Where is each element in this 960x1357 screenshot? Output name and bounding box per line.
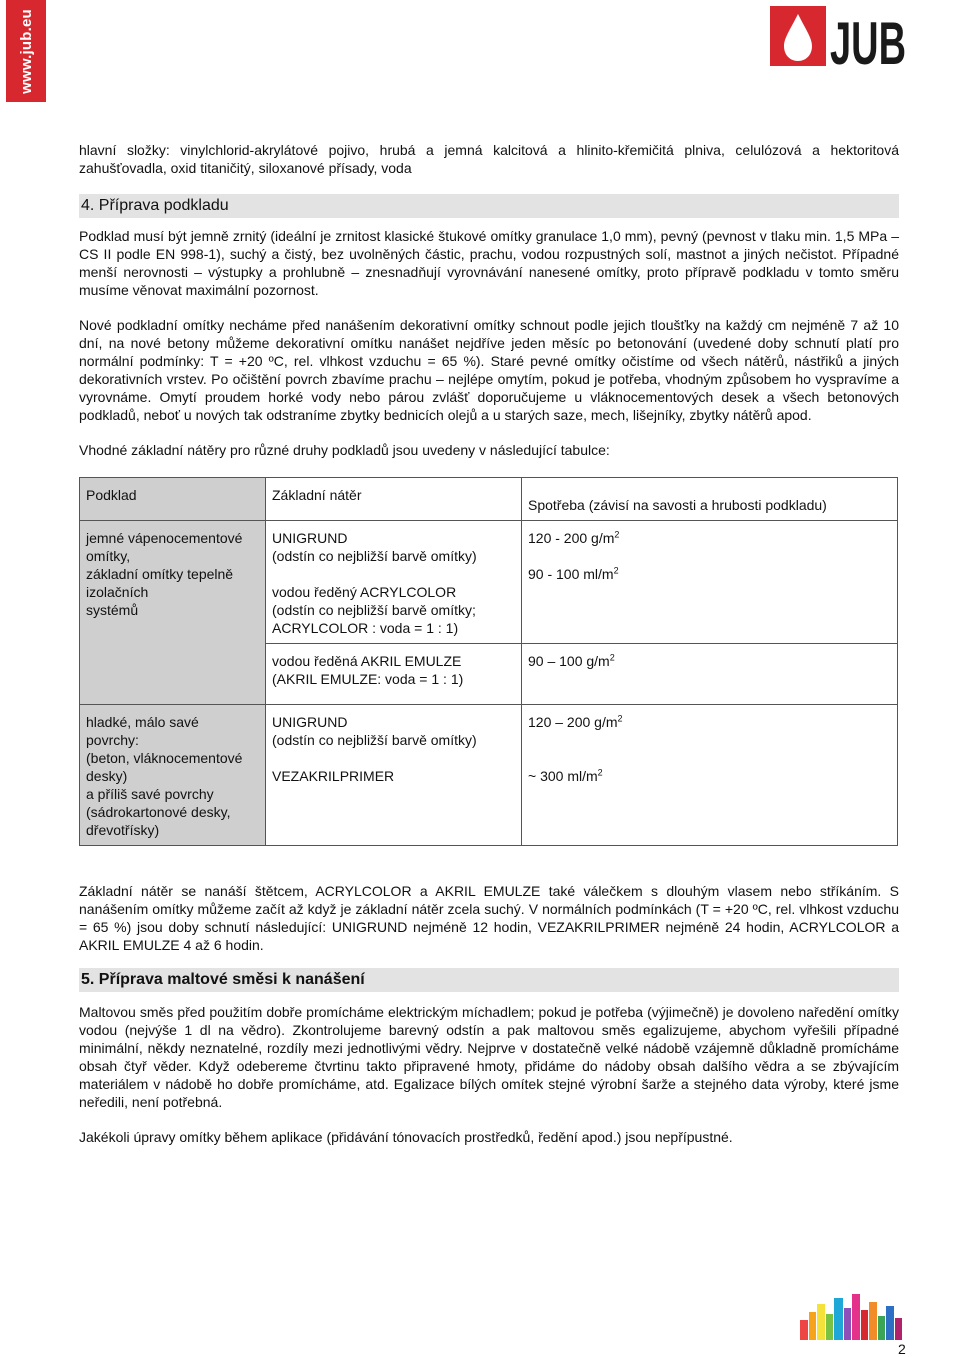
- primer-note: (odstín co nejbližší barvě omítky): [272, 548, 477, 564]
- substrate-cell-smooth-surfaces: [80, 705, 266, 846]
- website-url[interactable]: www.jub.eu: [17, 8, 35, 94]
- consumption-cell: [522, 644, 898, 705]
- substrate-line: jemné vápenocementové: [86, 530, 243, 546]
- section-4-para-2: Nové podkladní omítky necháme před nanášením dekorativní omítky schnout podle jejich tloušťky na každý cm nejméně 7 až 10 dní, na nové betony můžeme dekorativní omítku nanášet nejdříve jeden měsíc po betonování (uvedené doby schnutí platí pro normální podmínky: T = +20 ºC, rel. vlhkost vzduchu = 65 %). Staré pevné omítky očistíme od všech nátěrů, nástřiků a jiných dekorativních vrstev. Po očištění povrch zbavíme prachu – nejlépe omytím, pokud je potřeba, vhodným způsobem ho vyspravíme a vyrovnáme. Omytí proudem horké vody nebo párou zvlášť doporučujeme u vláknocementových desek a všech betonových podkladů, neboť u nových tak odstraníme zbytky bednicích olejů a u starých saze, mech, lišejníky, zbytky nátěrů apod.: [79, 317, 899, 423]
- document-body: [79, 141, 899, 1146]
- consumption-value: 90 - 100 $ml/m^2$: [528, 565, 619, 582]
- consumption-value: 120 – 200 $g/m^2$: [528, 713, 623, 730]
- substrate-line: desky): [86, 768, 128, 784]
- substrate-line: a příliš savé povrchy: [86, 786, 214, 802]
- substrate-line: (sádrokartonové desky,: [86, 804, 231, 820]
- section-5-para-2: Jakékoli úpravy omítky během aplikace (přidávání tónovacích prostředků, ředění apod.) jsou nepřípustné.: [79, 1129, 733, 1145]
- section-4-para-3: Vhodné základní nátěry pro různé druhy podkladů jsou uvedeny v následující tabulce:: [79, 442, 610, 458]
- table-row: [80, 521, 898, 644]
- svg-text:JUB: JUB: [830, 10, 906, 77]
- decorative-skyline-graphic: [800, 1290, 910, 1340]
- table-header-row: [80, 478, 898, 521]
- section-4-heading: 4. Příprava podkladu: [79, 194, 899, 218]
- primer-note: (odstín co nejbližší barvě omítky;: [272, 602, 476, 618]
- primer-ratio: (AKRIL EMULZE: voda = 1 : 1): [272, 671, 464, 687]
- substrate-line: systémů: [86, 602, 139, 618]
- consumption-value: 90 – 100 $g/m^2$: [528, 652, 615, 669]
- logo-drop-icon: [770, 6, 826, 66]
- primer-cell: [266, 705, 522, 846]
- consumption-value: 120 - 200 $g/m^2$: [528, 529, 620, 546]
- substrate-line: hladké, málo savé: [86, 714, 199, 730]
- composition-text: hlavní složky: vinylchlorid-akrylátové pojivo, hrubá a jemná kalcitová a hlinito-křemičitá plniva, celulózová a hektoritová zahušťovadla, oxid titaničitý, siloxanové přísady, voda: [79, 142, 899, 176]
- primer-note: (odstín co nejbližší barvě omítky): [272, 732, 477, 748]
- substrate-line: omítky,: [86, 548, 131, 564]
- primer-cell: [266, 644, 522, 705]
- primer-name: UNIGRUND: [272, 530, 348, 546]
- primer-table: [79, 477, 898, 846]
- substrate-line: dřevotřísky): [86, 822, 160, 838]
- substrate-line: izolačních: [86, 584, 149, 600]
- application-notes: Základní nátěr se nanáší štětcem, ACRYLCOLOR a AKRIL EMULZE také válečkem s dlouhým vlasem nebo stříkáním. S nanášením omítky můžeme začít až když je základní nátěr zcela suchý. V normálních podmínkách (T = +20 ºC, rel. vlhkost vzduchu = 65 %) jsou doby schnutí následující: UNIGRUND nejméně 12 hodin, VEZAKRILPRIMER nejméně 24 hodin, ACRYLCOLOR a AKRIL EMULZE 4 až 6 hodin.: [79, 883, 899, 953]
- substrate-line: (beton, vláknocementové: [86, 750, 243, 766]
- header-substrate: Podklad: [80, 478, 266, 521]
- substrate-cell-fine-plaster: [80, 521, 266, 705]
- header-primer: Základní nátěr: [266, 478, 522, 521]
- header-consumption: Spotřeba (závisí na savosti a hrubosti podkladu): [522, 478, 898, 521]
- substrate-line: základní omítky tepelně: [86, 566, 234, 582]
- consumption-value: ~ 300 $ml/m^2$: [528, 767, 603, 784]
- substrate-line: povrchy:: [86, 732, 139, 748]
- primer-name: vodou ředěný ACRYLCOLOR: [272, 584, 457, 600]
- primer-cell: [266, 521, 522, 644]
- primer-name: vodou ředěná AKRIL EMULZE: [272, 653, 462, 669]
- consumption-cell: [522, 521, 898, 644]
- table-row: [80, 705, 898, 846]
- primer-ratio: ACRYLCOLOR : voda = 1 : 1): [272, 620, 459, 636]
- section-4-para-1: Podklad musí být jemně zrnitý (ideální je zrnitost klasické štukové omítky granulace 1,0 mm), pevný (pevnost v tlaku min. 1,5 MPa – CS II podle EN 998-1), suchý a čistý, bez uvolněných částic, prachu, vodou rozpustných solí, mastnot a jiných nečistot. Případné menší nerovnosti – výstupky a prohlubně – znesnadňují vyrovnávání nanesené omítky, proto přípravě podkladu v tomto směru musíme věnovat maximální pozornost.: [79, 228, 899, 298]
- primer-name: UNIGRUND: [272, 714, 348, 730]
- page-number: 2: [898, 1341, 906, 1357]
- jub-logo: [768, 2, 908, 77]
- section-5-para-1: Maltovou směs před použitím dobře promícháme elektrickým míchadlem; pokud je potřeba (výjimečně) je dovoleno naředění omítky vodou (nejvýše 1 dl na vědro). Zkontrolujeme barevný odstín a pak maltovou směs egalizujeme, abychom vyřešili případné minimální, někdy neznatelné, rozdíly mezi jednotlivými vědry. Nejprve v dostatečně velké nádobě vzájemně důkladně promícháme obsah čtyř věder. Když odebereme čtvrtinu takto připravené hmoty, přidáme do nádoby obsah dalšího vědra a se zbývajícím materiálem v nádobě ho dobře promícháme, atd. Egalizace bílých omítek stejné výrobní šarže a stejného data výroby, které jsme neředili, není potřebná.: [79, 1004, 899, 1110]
- consumption-cell: [522, 705, 898, 846]
- primer-name: VEZAKRILPRIMER: [272, 768, 395, 784]
- section-5-heading: 5. Příprava maltové směsi k nanášení: [79, 968, 899, 992]
- website-tab[interactable]: [6, 0, 46, 102]
